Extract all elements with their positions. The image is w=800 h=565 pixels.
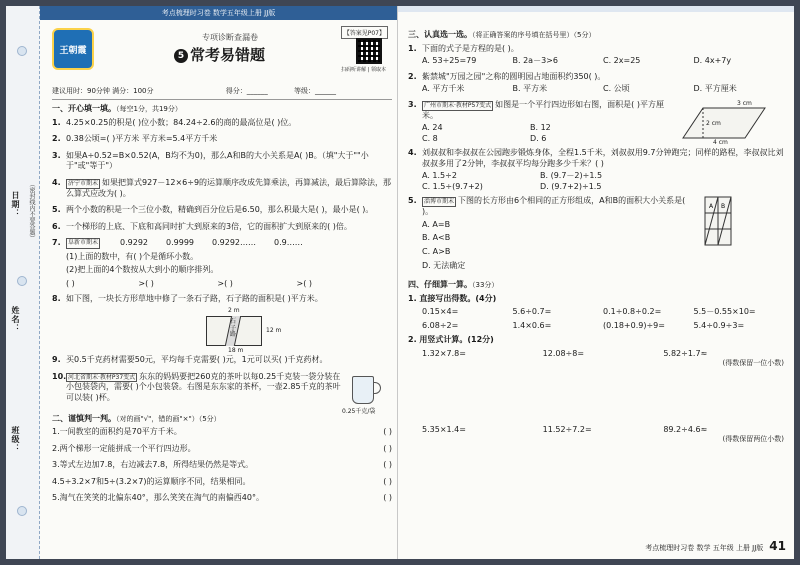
left-content bbox=[52, 102, 392, 510]
svg-text:A: A bbox=[709, 203, 714, 211]
binding-hole bbox=[17, 46, 27, 56]
section-title: 二、谨慎判一判。（对的画"√"，错的画"×"）（5分） bbox=[52, 413, 221, 423]
top-dimension: 2 m bbox=[228, 307, 240, 315]
rounding-note: (得数保留两位小数) bbox=[722, 435, 784, 444]
height-dimension: 2 cm bbox=[706, 119, 721, 127]
vertical-calc-row: 1.32×7.8= 12.08÷8= 5.82÷1.7≈ bbox=[422, 348, 708, 358]
bottom-dimension: 18 m bbox=[228, 347, 244, 355]
parallelogram-figure bbox=[673, 100, 773, 146]
number-badge: 5 bbox=[174, 49, 188, 63]
tea-cup-figure bbox=[342, 372, 390, 415]
question: 1. 下面的式子是方程的是( )。 bbox=[408, 43, 519, 53]
question: 2. 0.38公顷=( )平方米 平方米=5.4平方千米 bbox=[52, 134, 218, 144]
sub-title: 2. 用竖式计算。(12分) bbox=[408, 335, 494, 345]
section-title: 四、仔细算一算。（33分） bbox=[408, 280, 499, 290]
option: D. 无法确定 bbox=[422, 260, 466, 270]
path-label: 石子路 bbox=[230, 318, 237, 339]
time-score-info: 建议用时：90分钟 满分：100分 bbox=[52, 87, 154, 95]
question: 2. 紫禁城"万园之园"之称的圆明园占地面积约350( )。 bbox=[408, 71, 606, 81]
header-subtitle: 专项诊断查漏卷 bbox=[202, 33, 258, 42]
source-tag: 广州市期末·教材P57变式 bbox=[424, 101, 492, 109]
cup-icon bbox=[352, 376, 374, 404]
qr-code bbox=[356, 38, 382, 64]
judge-item: 5.淘气在笑笑的北偏东40°，那么笑笑在淘气的南偏西40°。 ( ) bbox=[52, 493, 392, 503]
section-title: 三、认真选一选。（将正确答案的序号填在括号里）（5分） bbox=[408, 30, 596, 39]
options: A. 平方千米 B. 平方米 C. 公顷 D. 平方厘米 bbox=[422, 84, 737, 94]
rounding-note: (得数保留一位小数) bbox=[722, 359, 784, 368]
question: 1. 4.25×0.25的积是( )位小数；84.24÷2.6的商的最高位是( )位。 bbox=[52, 117, 297, 127]
left-page bbox=[6, 6, 398, 559]
sub-title: 1. 直接写出得数。(4分) bbox=[408, 293, 497, 303]
section-title: 一、开心填一填。（每空1分，共19分） bbox=[52, 104, 182, 113]
judge-item: 2.两个梯形一定能拼成一个平行四边形。 ( ) bbox=[52, 443, 392, 453]
grade-field: 等级：______ bbox=[293, 87, 336, 95]
direct-calc-grid: 0.15×4= 5.6÷0.7= 0.1÷0.8÷0.2= 5.5－0.55×10= 6.08÷2= 1.4×0.6= (0.18+0.9)÷9= 5.4÷0.9÷3= bbox=[422, 307, 756, 330]
sub-question: (1)上面的数中，有( )个是循环小数。 bbox=[66, 251, 199, 261]
top-band bbox=[398, 6, 794, 12]
question: 10. 河北省期末·教材P37变式 东东的妈妈要把260克的茶叶以每0.25千克装一袋分装在小包装袋内，需要( )个小包装袋。右图是东东家的茶杯，一壶2.85千克的茶叶可以装( )杯。 bbox=[52, 371, 341, 403]
top-dimension: 3 cm bbox=[737, 99, 752, 107]
source-tag: 济宁市期末 bbox=[68, 179, 99, 187]
judge-item: 3.等式左边加7.8，右边减去7.8，所得结果仍然是等式。 ( ) bbox=[52, 460, 392, 470]
question: 4. 济宁市期末 如果把算式927－12×6÷9的运算顺序改成先算乘法，再算减法，最后算除法，那么算式应改为( )。 bbox=[52, 177, 392, 198]
question: 4. 刘叔叔和李叔叔在公园跑步锻炼身体，全程1.5千米，刘叔叔用9.7分钟跑完；同样的路程，李叔叔比刘叔叔多用了2分钟，李叔叔平均每分跑多少千米？( ) bbox=[408, 148, 784, 168]
date-label: 日期： bbox=[11, 191, 20, 218]
question-with-figure bbox=[52, 371, 392, 415]
binding-hole bbox=[17, 276, 27, 286]
class-label: 班级： bbox=[11, 426, 20, 453]
qr-caption: 扫码听讲解 | 领取本 bbox=[341, 67, 386, 73]
cup-caption: 0.25千克/袋 bbox=[342, 407, 376, 415]
top-band: 考点梳理时习卷 数学五年级上册 JJ版 bbox=[40, 6, 397, 20]
vertical-calc-row: 5.35×1.4= 11.52÷7.2= 89.2÷4.6≈ bbox=[422, 424, 708, 434]
page-number: 41 bbox=[769, 539, 786, 553]
squares-figure bbox=[704, 196, 744, 256]
right-page bbox=[398, 6, 794, 559]
source-tag: 河北省期末·教材P37变式 bbox=[68, 373, 136, 381]
side-dimension: 12 m bbox=[266, 327, 282, 335]
svg-text:B: B bbox=[721, 203, 726, 211]
grass-figure bbox=[202, 307, 292, 355]
question: 3. 广州市期末·教材P57变式 如图是一个平行四边形如右图，面积是( )平方厘米。 bbox=[408, 99, 664, 120]
rectangle-grid-shape bbox=[704, 196, 734, 246]
score-field: 得分：______ bbox=[225, 87, 268, 95]
source-tag: 阜新市期末 bbox=[66, 238, 100, 249]
answer-page-reference: 【答案见P07】 bbox=[341, 26, 388, 39]
source-tag: 淄博市期末 bbox=[424, 198, 455, 206]
options: A. 24 B. 12 C. 8 D. 6 bbox=[422, 123, 551, 143]
cup-handle-icon bbox=[373, 382, 381, 394]
binding-strip bbox=[6, 6, 40, 559]
judge-item: 1.一间教室的面积约是70平方千米。 ( ) bbox=[52, 427, 392, 437]
question: 3. 如果A÷0.52=B×0.52(A，B均不为0)，那么A和B的大小关系是A( )B。（填"大于""小于"或"等于"） bbox=[52, 150, 369, 171]
publisher-logo: 王朝霞 bbox=[52, 28, 94, 70]
name-label: 姓名： bbox=[11, 306, 20, 333]
seal-line-note: （密封线内不要答题） bbox=[28, 181, 35, 241]
option: A. A=B bbox=[422, 219, 451, 229]
question-with-figure bbox=[408, 196, 784, 274]
worksheet-title: 5 常考易错题 bbox=[174, 44, 265, 65]
question: 9. 买0.5千克药材需要50元，平均每千克需要( )元，1元可以买( )千克药材。 bbox=[52, 355, 328, 365]
worksheet-header bbox=[52, 26, 388, 76]
question: 8. 如下图，一块长方形草地中修了一条石子路，石子路的面积是( )平方米。 bbox=[52, 294, 323, 304]
question: 5. 淄博市期末 下图的长方形由6个相同的正方形组成，A和B的面积大小关系是( )。 bbox=[408, 196, 686, 217]
order-blanks: ( ) >( ) >( ) >( ) bbox=[66, 278, 312, 288]
option: B. A<B bbox=[422, 233, 451, 243]
question: 6. 一个梯形的上底、下底和高同时扩大到原来的3倍，它的面积扩大到原来的( )倍。 bbox=[52, 221, 352, 231]
binding-hole bbox=[17, 506, 27, 516]
meta-row bbox=[52, 86, 392, 100]
question: 5. 两个小数的积是一个三位小数，精确到百分位后是6.50，那么积最大是( )，最小是( )。 bbox=[52, 205, 374, 215]
question: 7. 阜新市期末 0.9292 0.9999 0.9292…… 0.9…… bbox=[52, 238, 303, 248]
options: A. 53÷25=79 B. 2a－3>6 C. 2x=25 D. 4x+7y bbox=[422, 56, 732, 66]
question-with-figure bbox=[408, 100, 784, 149]
page-footer: 考点梳理时习卷 数学 五年级 上册 JJ版 41 bbox=[645, 539, 786, 553]
judge-item: 4.5÷3.2×7和5÷(3.2×7)的运算顺序不同，结果相同。 ( ) bbox=[52, 476, 392, 486]
option: C. A>B bbox=[422, 247, 451, 257]
options: A. 1.5÷2 B. (9.7－2)÷1.5 C. 1.5÷(9.7+2) D. (9.7+2)÷1.5 bbox=[422, 171, 603, 191]
sub-question: (2)把上面的4个数按从大到小的顺序排列。 bbox=[66, 265, 219, 275]
bottom-dimension: 4 cm bbox=[713, 138, 728, 146]
right-content bbox=[408, 28, 784, 444]
